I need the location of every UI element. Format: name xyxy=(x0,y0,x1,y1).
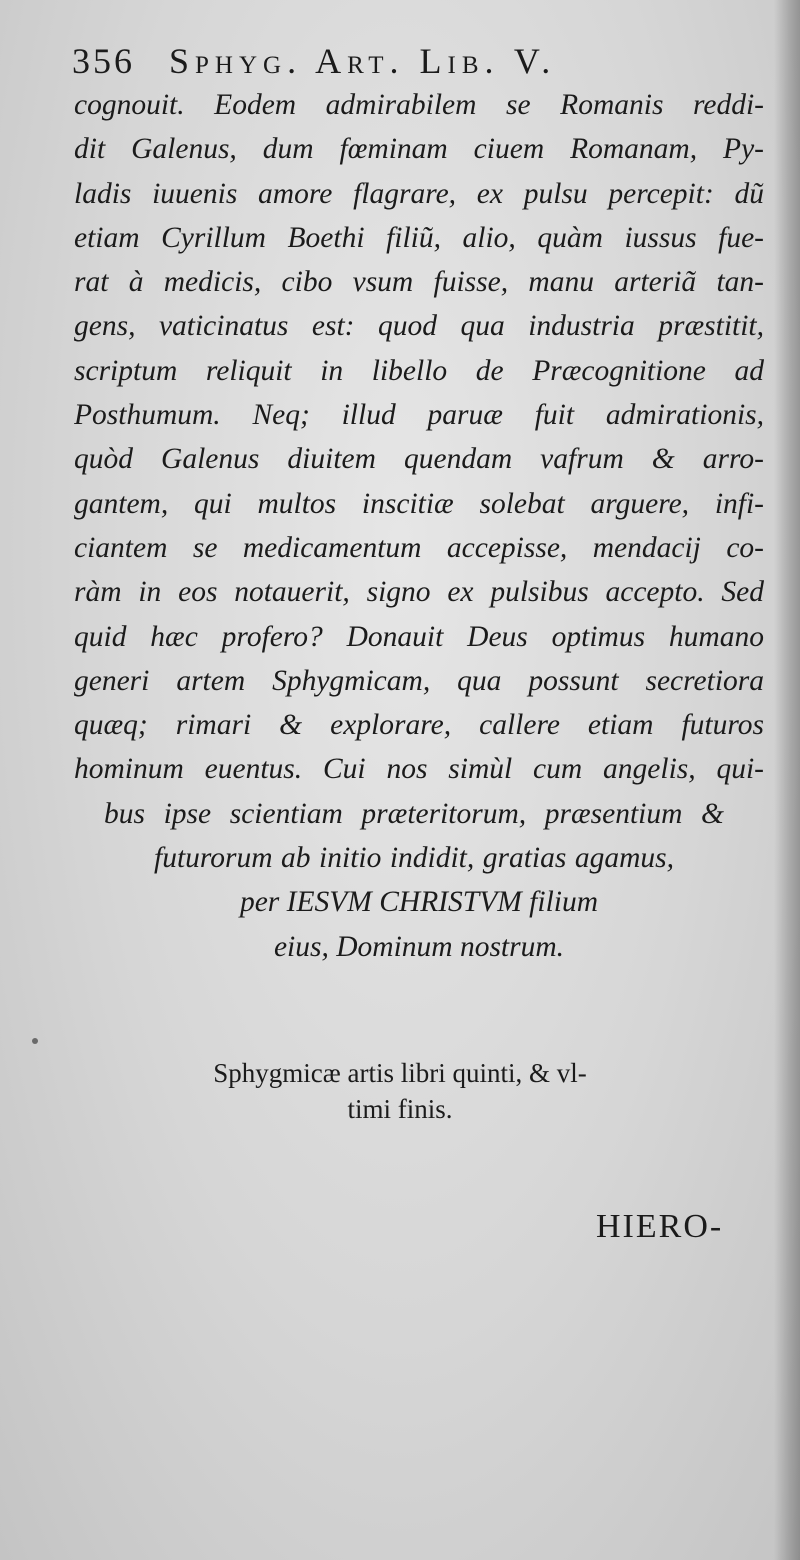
text-line: dit Galenus, dum fœminam ciuem Romanam, Py- xyxy=(74,133,764,166)
text-line: quæq; rimari & explorare, callere etiam futuros xyxy=(74,709,764,742)
text-line: Posthumum. Neq; illud paruæ fuit admirationis, xyxy=(74,399,764,432)
text-line: eius, Dominum nostrum. xyxy=(273,930,565,963)
text-line: etiam Cyrillum Boethi filiũ, alio, quàm iussus fue- xyxy=(74,221,764,254)
text-line: ladis iuuenis amore flagrare, ex pulsu percepit: dũ xyxy=(74,177,764,210)
text-line: quid hæc profero? Donauit Deus optimus humano xyxy=(74,620,764,653)
page-number: 356 xyxy=(72,41,135,81)
page-gutter-shadow xyxy=(774,0,800,1560)
colophon-line: timi finis. xyxy=(347,1094,453,1124)
paper-speck xyxy=(32,1038,38,1044)
page-header xyxy=(72,40,752,82)
text-line: cognouit. Eodem admirabilem se Romanis reddi- xyxy=(74,89,764,121)
colophon xyxy=(150,1055,650,1127)
text-line: generi artem Sphygmicam, qua possunt secretiora xyxy=(74,664,764,697)
text-line: per IESVM CHRISTVM filium xyxy=(239,886,599,919)
text-line: ciantem se medicamentum accepisse, mendacij co- xyxy=(74,531,764,564)
text-line: gantem, qui multos inscitiæ solebat arguere, infi- xyxy=(74,487,764,520)
text-line: rat à medicis, cibo vsum fuisse, manu arteriã tan- xyxy=(74,266,764,299)
catchword: HIERO- xyxy=(596,1208,724,1245)
text-line: scriptum reliquit in libello de Præcognitione ad xyxy=(74,354,764,387)
text-line: hominum euentus. Cui nos simùl cum angelis, qui- xyxy=(74,753,764,786)
text-line: gens, vaticinatus est: quod qua industria præstitit, xyxy=(74,310,764,343)
text-line: quòd Galenus diuitem quendam vafrum & arro- xyxy=(74,443,764,476)
colophon-line: Sphygmicæ artis libri quinti, & vl- xyxy=(213,1058,587,1088)
text-line: bus ipse scientiam præteritorum, præsentium & xyxy=(104,797,724,830)
running-title: Sphyg. Art. Lib. V. xyxy=(169,41,557,81)
text-line: ràm in eos notauerit, signo ex pulsibus accepto. Sed xyxy=(74,576,764,609)
text-line: futurorum ab initio indidit, gratias agamus, xyxy=(154,842,674,875)
body-text xyxy=(74,83,764,969)
